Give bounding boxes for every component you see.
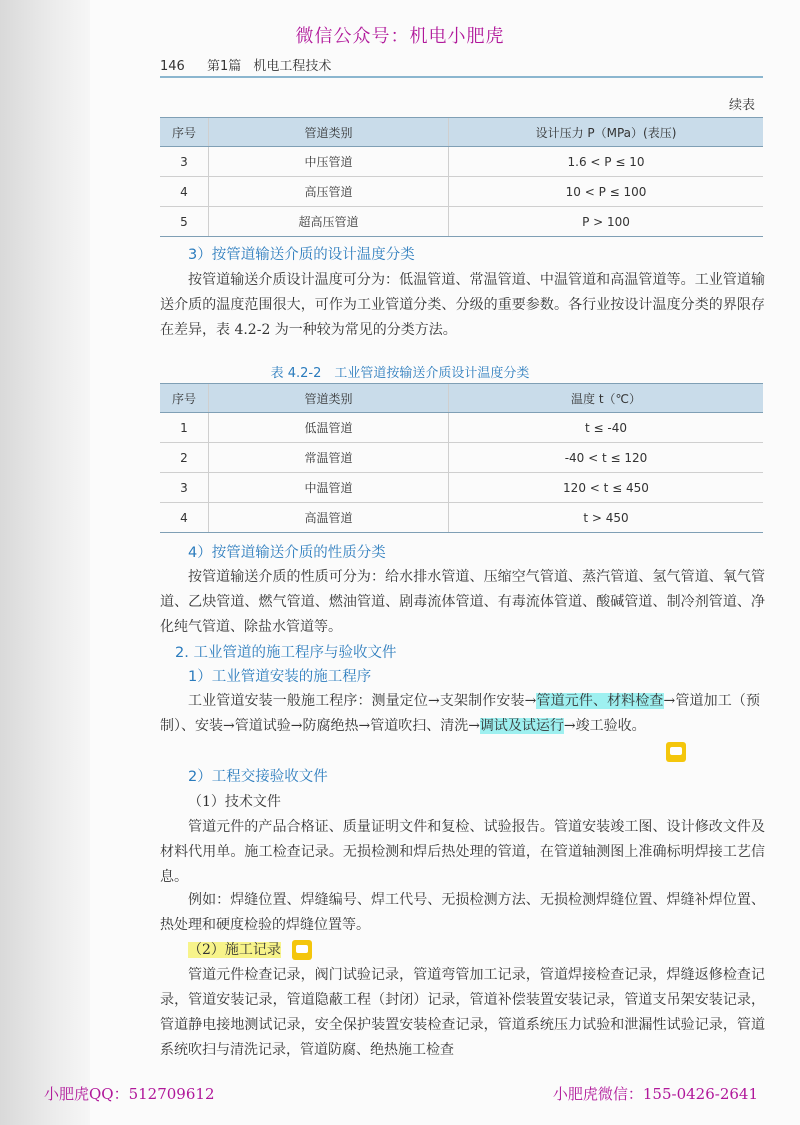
table-row — [160, 177, 763, 207]
section-3-paragraph: 按管道输送介质设计温度可分为：低温管道、常温管道、中温管道和高温管道等。工业管道输送介质的温度范围很大，可作为工业管道分类、分级的重要参数。各行业按设计温度分类的界限存在差异，表 4.2-2 为一种较为常见的分类方法。 — [160, 272, 765, 338]
highlight-commissioning[interactable]: 调试及试运行 — [479, 718, 564, 734]
table-row — [160, 413, 763, 443]
watermark-wechat: 小肥虎微信：155-0426-2641 — [552, 1085, 758, 1103]
table-cell: 高温管道 — [209, 503, 449, 533]
table-row — [160, 147, 763, 177]
table-header: 序号 — [160, 118, 209, 147]
table-row — [160, 473, 763, 503]
table-cell: 3 — [160, 147, 209, 177]
table-row — [160, 443, 763, 473]
table-cell: 中温管道 — [209, 473, 449, 503]
note-comment-icon[interactable] — [292, 940, 312, 960]
table-cell: P > 100 — [449, 207, 764, 237]
pressure-table — [160, 117, 763, 237]
header-rule — [160, 76, 763, 78]
table-row — [160, 503, 763, 533]
procedure-paragraph — [160, 689, 760, 739]
table-cell: 120 < t ≤ 450 — [449, 473, 764, 503]
table-cell: 2 — [160, 443, 209, 473]
temperature-table — [160, 383, 763, 533]
table-cell: t > 450 — [449, 503, 764, 533]
heading-installation-procedure: 1）工业管道安装的施工程序 — [188, 669, 372, 685]
example-paragraph: 例如：焊缝位置、焊缝编号、焊工代号、无损检测方法、无损检测焊缝位置、焊缝补焊位置、热处理和硬度检验的焊缝位置等。 — [160, 892, 765, 933]
table-row — [160, 207, 763, 237]
highlight-inspection[interactable]: 管道元件、材料检查 — [536, 693, 664, 709]
watermark-top: 微信公众号：机电小肥虎 — [295, 26, 505, 47]
subheading-technical-documents: （1）技术文件 — [188, 794, 281, 810]
procedure-text: →竣工验收。 — [563, 718, 646, 734]
table-header: 温度 t（℃） — [449, 384, 764, 413]
page-number: 146 — [160, 59, 185, 74]
section-4-paragraph: 按管道输送介质的性质可分为：给水排水管道、压缩空气管道、蒸汽管道、氢气管道、氧气管道、乙炔管道、燃气管道、燃油管道、剧毒流体管道、有毒流体管道、酸碱管道、制冷剂管道、净化纯气管道、除盐水管道等。 — [160, 569, 765, 635]
running-header — [160, 55, 331, 74]
table-cell: 4 — [160, 503, 209, 533]
table-cell: t ≤ -40 — [449, 413, 764, 443]
section-4-title: 4）按管道输送介质的性质分类 — [188, 545, 386, 561]
table-header: 设计压力 P（MPa）(表压) — [449, 118, 764, 147]
technical-documents-paragraph: 管道元件的产品合格证、质量证明文件和复检、试验报告。管道安装竣工图、设计修改文件及材料代用单。施工检查记录。无损检测和焊后热处理的管道，在管道轴测图上准确标明焊接工艺信息。 — [160, 819, 765, 885]
procedure-text: →管道加工（预制）、安装→管道试验→防腐绝热→管道吹扫、清洗→ — [160, 693, 760, 734]
book-spine-shadow — [0, 0, 90, 1125]
part-label: 第1篇 — [206, 59, 242, 74]
table-2-caption: 表 4.2-2 工业管道按输送介质设计温度分类 — [270, 366, 530, 381]
table-header: 序号 — [160, 384, 209, 413]
table-cell: 1.6 < P ≤ 10 — [449, 147, 764, 177]
table-cell: 10 < P ≤ 100 — [449, 177, 764, 207]
table-cell: 高压管道 — [209, 177, 449, 207]
part-title: 机电工程技术 — [253, 59, 332, 74]
heading-acceptance-documents: 2）工程交接验收文件 — [188, 769, 328, 785]
table-cell: 1 — [160, 413, 209, 443]
section-3-title: 3）按管道输送介质的设计温度分类 — [188, 247, 415, 263]
watermark-qq: 小肥虎QQ：512709612 — [44, 1085, 215, 1103]
table-cell: 3 — [160, 473, 209, 503]
table-header: 管道类别 — [209, 118, 449, 147]
note-comment-icon[interactable] — [666, 742, 686, 762]
table-header-row — [160, 118, 763, 147]
construction-records-paragraph: 管道元件检查记录，阀门试验记录，管道弯管加工记录，管道焊接检查记录，焊缝返修检查记录，管道安装记录，管道隐蔽工程（封闭）记录，管道补偿装置安装记录，管道支吊架安装记录，管道静电接地测试记录，安全保护装置安装检查记录，管道系统压力试验和泄漏性试验记录，管道系统吹扫与清洗记录，管道防腐、绝热施工检查 — [160, 967, 765, 1058]
table-cell: -40 < t ≤ 120 — [449, 443, 764, 473]
table-cell: 4 — [160, 177, 209, 207]
table-cell: 超高压管道 — [209, 207, 449, 237]
table-cell: 5 — [160, 207, 209, 237]
table-cell: 低温管道 — [209, 413, 449, 443]
table-cell: 常温管道 — [209, 443, 449, 473]
continued-label: 续表 — [728, 98, 755, 113]
table-cell: 中压管道 — [209, 147, 449, 177]
highlight-construction-records[interactable]: （2）施工记录 — [188, 942, 281, 958]
procedure-text: 工业管道安装一般施工程序：测量定位→支架制作安装→ — [188, 693, 537, 709]
table-header-row — [160, 384, 763, 413]
heading-construction-procedure: 2. 工业管道的施工程序与验收文件 — [175, 645, 397, 661]
subheading-construction-records — [188, 939, 281, 959]
table-header: 管道类别 — [209, 384, 449, 413]
